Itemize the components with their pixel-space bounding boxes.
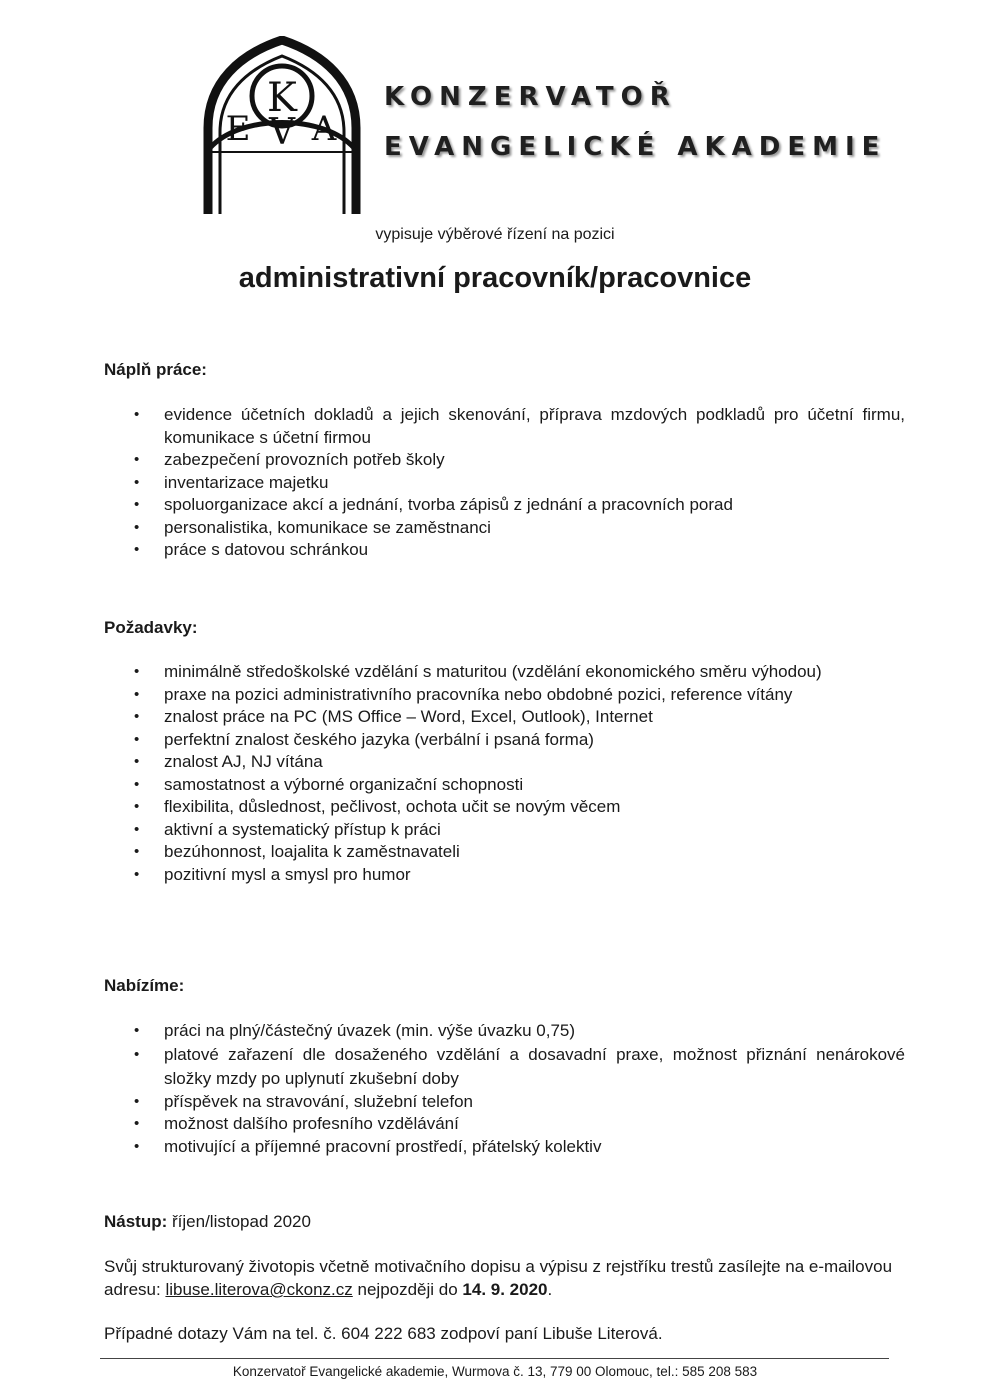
- logo-letter-v: V: [269, 112, 295, 153]
- list-item: • spoluorganizace akcí a jednání, tvorba zápisů z jednání a pracovních porad: [164, 494, 905, 517]
- application-text-end: .: [547, 1280, 553, 1299]
- requirements-list: [164, 661, 905, 886]
- application-text-middle: nejpozději do: [352, 1280, 463, 1299]
- logo-text-line1: KONZERVATOŘ: [384, 82, 677, 112]
- list-item: • motivující a příjemné pracovní prostředí, přátelský kolektiv: [164, 1136, 905, 1159]
- position-title: administrativní pracovník/pracovnice: [238, 262, 752, 294]
- footer-divider: [100, 1358, 889, 1359]
- email-link[interactable]: libuse.literova@ckonz.cz: [165, 1280, 353, 1299]
- list-item: • zabezpečení provozních potřeb školy: [164, 449, 905, 472]
- list-item: • možnost dalšího profesního vzdělávání: [164, 1113, 905, 1136]
- logo-letter-e: E: [225, 109, 251, 149]
- list-item: • samostatnost a výborné organizační schopnosti: [164, 774, 905, 797]
- offer-list: [164, 1020, 905, 1158]
- list-item: • práci na plný/částečný úvazek (min. výše úvazku 0,75): [164, 1020, 905, 1043]
- intro-text: vypisuje výběrové řízení na pozici: [375, 226, 615, 243]
- application-instructions: [104, 1255, 905, 1301]
- list-item: • perfektní znalost českého jazyka (verbální i psaná forma): [164, 729, 905, 752]
- start-value: říjen/listopad 2020: [167, 1212, 311, 1231]
- offer-heading: Nabízíme:: [104, 976, 185, 995]
- start-date: [104, 1210, 905, 1233]
- deadline-date: 14. 9. 2020: [462, 1280, 548, 1299]
- list-item: • znalost AJ, NJ vítána: [164, 751, 905, 774]
- list-item: • flexibilita, důslednost, pečlivost, ochota učit se novým věcem: [164, 796, 905, 819]
- requirements-heading: Požadavky:: [104, 618, 198, 637]
- list-item: • bezúhonnost, loajalita k zaměstnavateli: [164, 841, 905, 864]
- list-item: • pozitivní mysl a smysl pro humor: [164, 864, 905, 887]
- logo-text-line2: EVANGELICKÉ AKADEMIE: [384, 132, 887, 162]
- list-item: • platové zařazení dle dosaženého vzdělání a dosavadní praxe, možnost přiznání nenárokové složky mzdy po uplynutí zkušební doby: [164, 1043, 905, 1091]
- organization-logo: [200, 36, 887, 216]
- footer-address: Konzervatoř Evangelické akademie, Wurmova č. 13, 779 00 Olomouc, tel.: 585 208 583: [232, 1364, 758, 1379]
- list-item: • aktivní a systematický přístup k práci: [164, 819, 905, 842]
- list-item: • praxe na pozici administrativního pracovníka nebo obdobné pozici, reference vítány: [164, 684, 905, 707]
- application-text: Svůj strukturovaný životopis včetně motivačního dopisu a výpisu z rejstříku trestů zasílejte na e-mailovou adresu:: [104, 1257, 893, 1299]
- logo-letter-a: A: [311, 109, 337, 149]
- list-item: • znalost práce na PC (MS Office – Word, Excel, Outlook), Internet: [164, 706, 905, 729]
- logo-letter-k: K: [267, 75, 297, 121]
- list-item: • příspěvek na stravování, služební telefon: [164, 1091, 905, 1114]
- start-label: Nástup:: [104, 1212, 168, 1231]
- logo-arch-emblem: [200, 36, 365, 216]
- duties-list: [164, 404, 905, 562]
- list-item: • inventarizace majetku: [164, 472, 905, 495]
- list-item: • práce s datovou schránkou: [164, 539, 905, 562]
- contact-info: Případné dotazy Vám na tel. č. 604 222 683 zodpoví paní Libuše Literová.: [104, 1324, 663, 1343]
- list-item: • evidence účetních dokladů a jejich skenování, příprava mzdových podkladů pro účetní firmu, komunikace s účetní firmou: [164, 404, 905, 449]
- list-item: • minimálně středoškolské vzdělání s maturitou (vzdělání ekonomického směru výhodou): [164, 661, 905, 684]
- duties-heading: Náplň práce:: [104, 360, 207, 379]
- list-item: • personalistika, komunikace se zaměstnanci: [164, 517, 905, 540]
